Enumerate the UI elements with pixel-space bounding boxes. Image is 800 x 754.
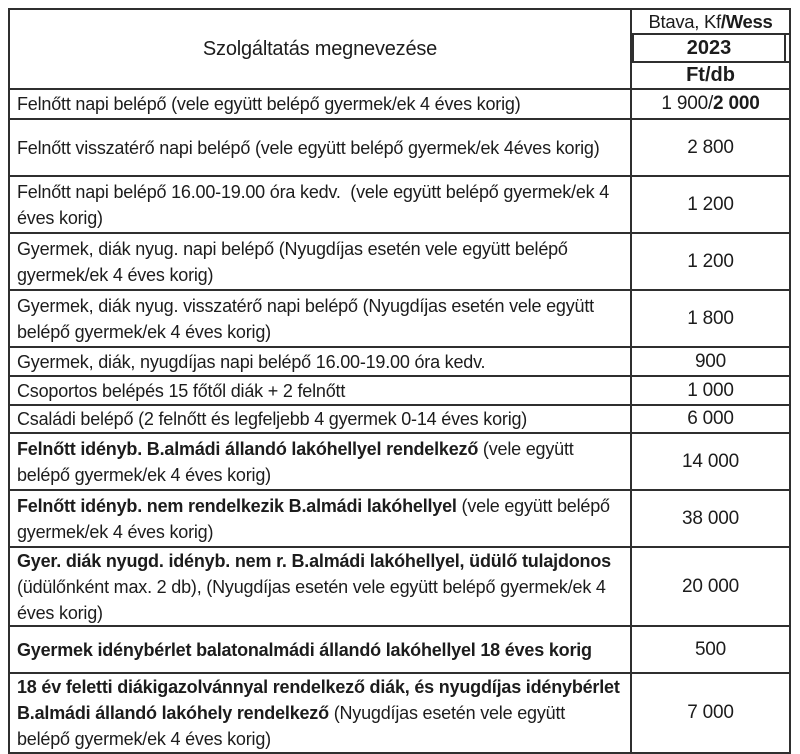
price-cell: 1 200 (687, 250, 734, 272)
price-cell: 20 000 (682, 575, 739, 597)
table-row (10, 434, 789, 491)
price-cell: 500 (694, 638, 727, 660)
provider-name-bold: /Wess (720, 10, 773, 32)
service-cell: Gyermek, diák, nyugdíjas napi belépő 16.00-19.00 óra kedv. (10, 348, 632, 375)
year-header-strip (632, 35, 789, 63)
price-cell: 6 000 (687, 408, 734, 429)
provider-name: Btava, Kf (648, 10, 721, 32)
table-row (10, 177, 789, 234)
service-cell: Felnőtt napi belépő (vele együtt belépő gyermek/ek 4 éves korig) (10, 90, 632, 118)
service-cell: Csoportos belépés 15 főtől diák + 2 felnőtt (10, 377, 632, 404)
price-cell: 7 000 (687, 702, 734, 723)
price-cell: 1 200 (687, 193, 734, 215)
service-cell: Gyer. diák nyugd. idényb. nem r. B.almádi lakóhellyel, üdülő tulajdonos (üdülőnként max. 2 db), (Nyugdíjas esetén vele együtt belépő gyermek/ek 4 éves korig) (10, 548, 632, 625)
service-cell: 18 év feletti diákigazolvánnyal rendelkező diák, és nyugdíjas idénybérlet B.almádi állandó lakóhely rendelkező (Nyugdíjas esetén vele együtt belépő gyermek/ek 4 éves korig) (10, 674, 632, 752)
price-cell: 38 000 (682, 507, 739, 529)
service-cell: Gyermek idénybérlet balatonalmádi állandó lakóhellyel 18 éves korig (10, 627, 632, 672)
price-cell: 900 (694, 350, 727, 372)
table-row (10, 548, 789, 627)
price-cell: 1 900/ 2 000 (661, 93, 760, 114)
table-row (10, 348, 789, 377)
table-row (10, 234, 789, 291)
service-cell: Felnőtt idényb. B.almádi állandó lakóhellyel rendelkező (vele együtt belépő gyermek/ek 4 éves korig) (10, 434, 632, 489)
year-header: 2023 (632, 35, 786, 61)
service-cell: Felnőtt idényb. nem rendelkezik B.almádi lakóhellyel (vele együtt belépő gyermek/ek 4 éves korig) (10, 491, 632, 546)
table-row (10, 674, 789, 754)
unit-header: Ft/db (686, 64, 735, 86)
price-cell: 2 800 (687, 136, 734, 158)
service-cell: Gyermek, diák nyug. visszatérő napi belépő (Nyugdíjas esetén vele együtt belépő gyermek/ek 4 éves korig) (10, 291, 632, 346)
price-cell: 1 000 (687, 379, 734, 401)
provider-header (632, 10, 789, 35)
table-header-row (10, 10, 789, 90)
service-cell: Családi belépő (2 felnőtt és legfeljebb 4 gyermek 0-14 éves korig) (10, 406, 632, 432)
price-cell: 1 800 (687, 307, 734, 329)
service-cell: Felnőtt visszatérő napi belépő (vele együtt belépő gyermek/ek 4éves korig) (10, 120, 632, 175)
service-cell: Felnőtt napi belépő 16.00-19.00 óra kedv. (vele együtt belépő gyermek/ek 4 éves korig) (10, 177, 632, 232)
table-row (10, 120, 789, 177)
table-row (10, 406, 789, 434)
service-cell: Gyermek, diák nyug. napi belépő (Nyugdíjas esetén vele együtt belépő gyermek/ek 4 éves korig) (10, 234, 632, 289)
service-name-header: Szolgáltatás megnevezése (10, 10, 632, 88)
pricing-table (8, 8, 791, 754)
price-cell: 14 000 (682, 450, 739, 472)
table-row (10, 291, 789, 348)
table-row (10, 491, 789, 548)
table-row (10, 627, 789, 674)
table-row (10, 90, 789, 120)
table-row (10, 377, 789, 406)
price-column-header (632, 10, 789, 88)
